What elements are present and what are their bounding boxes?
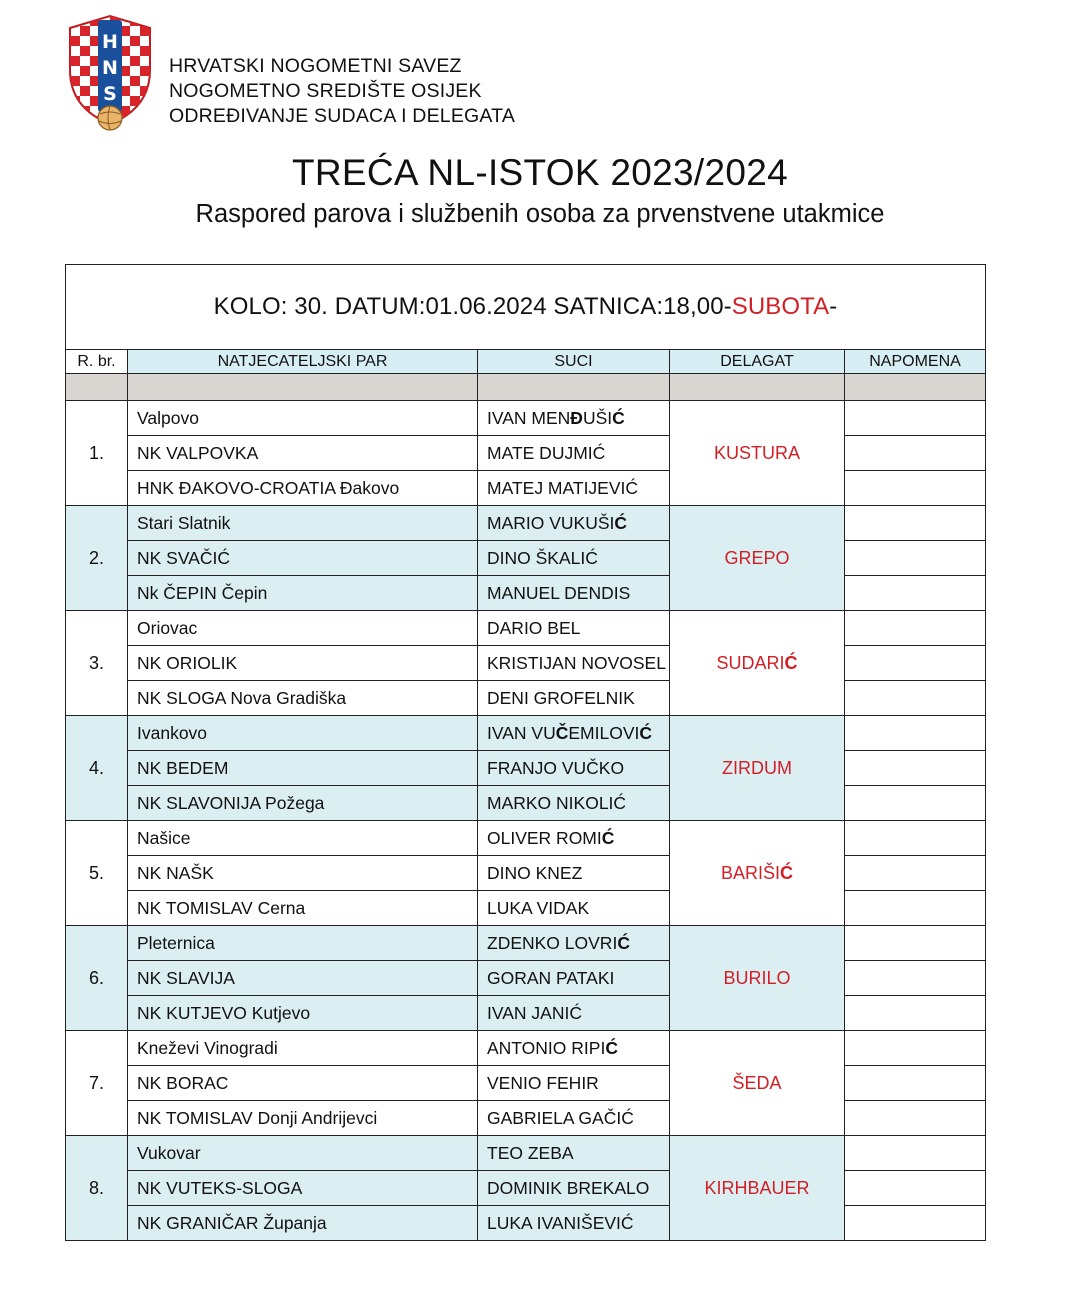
match-venue: Našice	[128, 821, 478, 856]
note-cell	[845, 891, 986, 926]
spacer-cell	[478, 374, 670, 401]
away-team: NK SLOGA Nova Gradiška	[128, 681, 478, 716]
match-number: 1.	[66, 401, 128, 506]
match-number: 6.	[66, 926, 128, 1031]
text-part: ZIRDUM	[722, 757, 792, 778]
delegate-name	[670, 506, 845, 611]
note-cell	[845, 436, 986, 471]
text-part: TEO ZEBA	[487, 1142, 574, 1163]
delegate-name	[670, 401, 845, 506]
match-number: 2.	[66, 506, 128, 611]
home-team: NK BORAC	[128, 1066, 478, 1101]
match-number: 7.	[66, 1031, 128, 1136]
referee-name	[478, 1206, 670, 1241]
text-part: KUSTURA	[713, 442, 800, 463]
match-venue: Oriovac	[128, 611, 478, 646]
document-subtitle: Raspored parova i službenih osoba za prvenstvene utakmice	[195, 200, 885, 228]
text-part: IVAN JANIĆ	[487, 1002, 582, 1023]
match-row	[66, 751, 986, 786]
svg-text:HNS	[102, 31, 118, 105]
match-row	[66, 541, 986, 576]
spacer-cell	[66, 374, 128, 401]
column-header-pair: NATJECATELJSKI PAR	[128, 350, 478, 374]
match-venue: Pleternica	[128, 926, 478, 961]
note-cell	[845, 856, 986, 891]
football-icon	[98, 106, 122, 130]
note-cell	[845, 1136, 986, 1171]
organization-header	[169, 54, 515, 129]
note-cell	[845, 926, 986, 961]
text-part: Ć	[780, 862, 794, 883]
referee-name	[478, 856, 670, 891]
match-row	[66, 1031, 986, 1066]
text-part: Đ	[570, 407, 583, 428]
match-venue: Ivankovo	[128, 716, 478, 751]
home-team: NK VALPOVKA	[128, 436, 478, 471]
note-cell	[845, 471, 986, 506]
spacer-cell	[128, 374, 478, 401]
delegate-name	[670, 1136, 845, 1241]
delegate-name	[670, 821, 845, 926]
home-team: NK NAŠK	[128, 856, 478, 891]
text-part: GREPO	[724, 547, 790, 568]
column-header-delegate: DELAGAT	[670, 350, 845, 374]
text-part: LUKA IVANIŠEVIĆ	[487, 1212, 634, 1233]
text-part: DENI GROFELNIK	[487, 687, 635, 708]
note-cell	[845, 1206, 986, 1241]
text-part: LUKA VIDAK	[487, 897, 590, 918]
text-part: MATEJ MATIJEVIĆ	[487, 477, 639, 498]
away-team: HNK ĐAKOVO-CROATIA Đakovo	[128, 471, 478, 506]
logo-letter: S	[103, 83, 117, 105]
match-row	[66, 1101, 986, 1136]
column-header-row	[66, 350, 986, 374]
note-cell	[845, 1101, 986, 1136]
match-row	[66, 1066, 986, 1101]
match-number: 8.	[66, 1136, 128, 1241]
match-number: 5.	[66, 821, 128, 926]
away-team: NK TOMISLAV Donji Andrijevci	[128, 1101, 478, 1136]
match-row	[66, 1136, 986, 1171]
text-part: DINO KNEZ	[487, 862, 583, 883]
referee-name	[478, 471, 670, 506]
text-part: DARIO BEL	[487, 617, 581, 638]
note-cell	[845, 506, 986, 541]
note-cell	[845, 611, 986, 646]
text-part: Ć	[639, 722, 652, 743]
spacer-cell	[670, 374, 845, 401]
text-part: MATE DUJMIĆ	[487, 442, 606, 463]
referee-name	[478, 611, 670, 646]
text-part: ANTONIO RIPI	[487, 1037, 606, 1058]
spacer-cell	[845, 374, 986, 401]
referee-name	[478, 646, 670, 681]
note-cell	[845, 751, 986, 786]
referee-name	[478, 1136, 670, 1171]
referee-name	[478, 821, 670, 856]
note-cell	[845, 1171, 986, 1206]
referee-name	[478, 751, 670, 786]
round-day: SUBOTA	[731, 293, 830, 320]
note-cell	[845, 681, 986, 716]
text-part: BURILO	[723, 967, 791, 988]
home-team: NK SVAČIĆ	[128, 541, 478, 576]
away-team: NK GRANIČAR Županja	[128, 1206, 478, 1241]
referee-name	[478, 541, 670, 576]
match-row	[66, 996, 986, 1031]
away-team: NK KUTJEVO Kutjevo	[128, 996, 478, 1031]
match-row	[66, 1171, 986, 1206]
match-row	[66, 856, 986, 891]
org-line-1: HRVATSKI NOGOMETNI SAVEZ	[169, 55, 462, 77]
referee-name	[478, 1101, 670, 1136]
text-part: OLIVER ROMI	[487, 827, 602, 848]
note-cell	[845, 1066, 986, 1101]
delegate-name	[670, 1031, 845, 1136]
logo-letter: H	[102, 31, 118, 53]
match-row	[66, 506, 986, 541]
referee-name	[478, 1031, 670, 1066]
match-row	[66, 961, 986, 996]
home-team: NK BEDEM	[128, 751, 478, 786]
match-row	[66, 716, 986, 751]
text-part: MARKO NIKOLIĆ	[487, 792, 627, 813]
match-row	[66, 471, 986, 506]
referee-name	[478, 1171, 670, 1206]
text-part: IVAN VU	[487, 722, 556, 743]
text-part: Ć	[612, 407, 625, 428]
match-row	[66, 821, 986, 856]
text-part: Ć	[617, 932, 630, 953]
note-cell	[845, 786, 986, 821]
match-number: 3.	[66, 611, 128, 716]
column-header-referees: SUCI	[478, 350, 670, 374]
spacer-row	[66, 374, 986, 401]
note-cell	[845, 1031, 986, 1066]
note-cell	[845, 961, 986, 996]
text-part: FRANJO VUČKO	[487, 757, 625, 778]
match-number: 4.	[66, 716, 128, 821]
match-venue: Vukovar	[128, 1136, 478, 1171]
referee-name	[478, 436, 670, 471]
org-line-2: NOGOMETNO SREDIŠTE OSIJEK	[169, 80, 482, 102]
referee-name	[478, 891, 670, 926]
note-cell	[845, 716, 986, 751]
text-part: Č	[555, 722, 569, 743]
delegate-name	[670, 716, 845, 821]
delegate-name	[670, 611, 845, 716]
referee-name	[478, 996, 670, 1031]
note-cell	[845, 646, 986, 681]
text-part: DINO ŠKALIĆ	[487, 547, 598, 568]
text-part: VENIO FEHIR	[487, 1072, 599, 1093]
logo-letter: N	[102, 57, 118, 79]
match-venue: Kneževi Vinogradi	[128, 1031, 478, 1066]
round-suffix: -	[829, 293, 838, 320]
referee-name	[478, 716, 670, 751]
schedule-table	[65, 264, 986, 1241]
text-part: Ć	[605, 1037, 618, 1058]
match-row	[66, 1206, 986, 1241]
away-team: NK TOMISLAV Cerna	[128, 891, 478, 926]
text-part: MARIO VUKUŠI	[487, 512, 615, 533]
match-row	[66, 786, 986, 821]
referee-name	[478, 926, 670, 961]
referee-name	[478, 576, 670, 611]
referee-name	[478, 961, 670, 996]
referee-name	[478, 506, 670, 541]
text-part: Ć	[614, 512, 628, 533]
text-part: ZDENKO LOVRI	[487, 932, 618, 953]
column-header-rbr: R. br.	[66, 350, 128, 374]
match-row	[66, 436, 986, 471]
text-part: GORAN PATAKI	[487, 967, 615, 988]
note-cell	[845, 576, 986, 611]
text-part: DOMINIK BREKALO	[487, 1177, 650, 1198]
round-date-time: KOLO: 30. DATUM:01.06.2024 SATNICA:18,00-	[213, 293, 732, 320]
text-part: EMILOVI	[568, 722, 640, 743]
hns-logo	[64, 14, 156, 132]
home-team: NK ORIOLIK	[128, 646, 478, 681]
text-part: KRISTIJAN NOVOSEL	[487, 652, 666, 673]
delegate-name	[670, 926, 845, 1031]
match-row	[66, 401, 986, 436]
note-cell	[845, 541, 986, 576]
home-team: NK SLAVIJA	[128, 961, 478, 996]
column-header-note: NAPOMENA	[845, 350, 986, 374]
referee-name	[478, 786, 670, 821]
match-row	[66, 681, 986, 716]
match-venue: Stari Slatnik	[128, 506, 478, 541]
round-info	[66, 265, 986, 350]
text-part: GABRIELA GAČIĆ	[487, 1107, 634, 1128]
org-line-3: ODREĐIVANJE SUDACA I DELEGATA	[169, 105, 516, 127]
text-part: Ć	[601, 827, 615, 848]
text-part: ŠEDA	[732, 1072, 782, 1093]
referee-name	[478, 1066, 670, 1101]
document-title: TREĆA NL-ISTOK 2023/2024	[292, 152, 788, 193]
home-team: NK VUTEKS-SLOGA	[128, 1171, 478, 1206]
match-row	[66, 891, 986, 926]
note-cell	[845, 996, 986, 1031]
text-part: Ć	[784, 652, 798, 673]
match-row	[66, 646, 986, 681]
note-cell	[845, 821, 986, 856]
match-row	[66, 926, 986, 961]
away-team: Nk ČEPIN Čepin	[128, 576, 478, 611]
match-row	[66, 611, 986, 646]
match-row	[66, 576, 986, 611]
note-cell	[845, 401, 986, 436]
text-part: SUDARI	[716, 652, 785, 673]
away-team: NK SLAVONIJA Požega	[128, 786, 478, 821]
text-part: KIRHBAUER	[704, 1177, 810, 1198]
referee-name	[478, 401, 670, 436]
text-part: MANUEL DENDIS	[487, 582, 631, 603]
text-part: BARIŠI	[720, 862, 781, 883]
text-part: IVAN MEN	[487, 407, 571, 428]
match-venue: Valpovo	[128, 401, 478, 436]
referee-name	[478, 681, 670, 716]
text-part: UŠI	[582, 407, 613, 428]
